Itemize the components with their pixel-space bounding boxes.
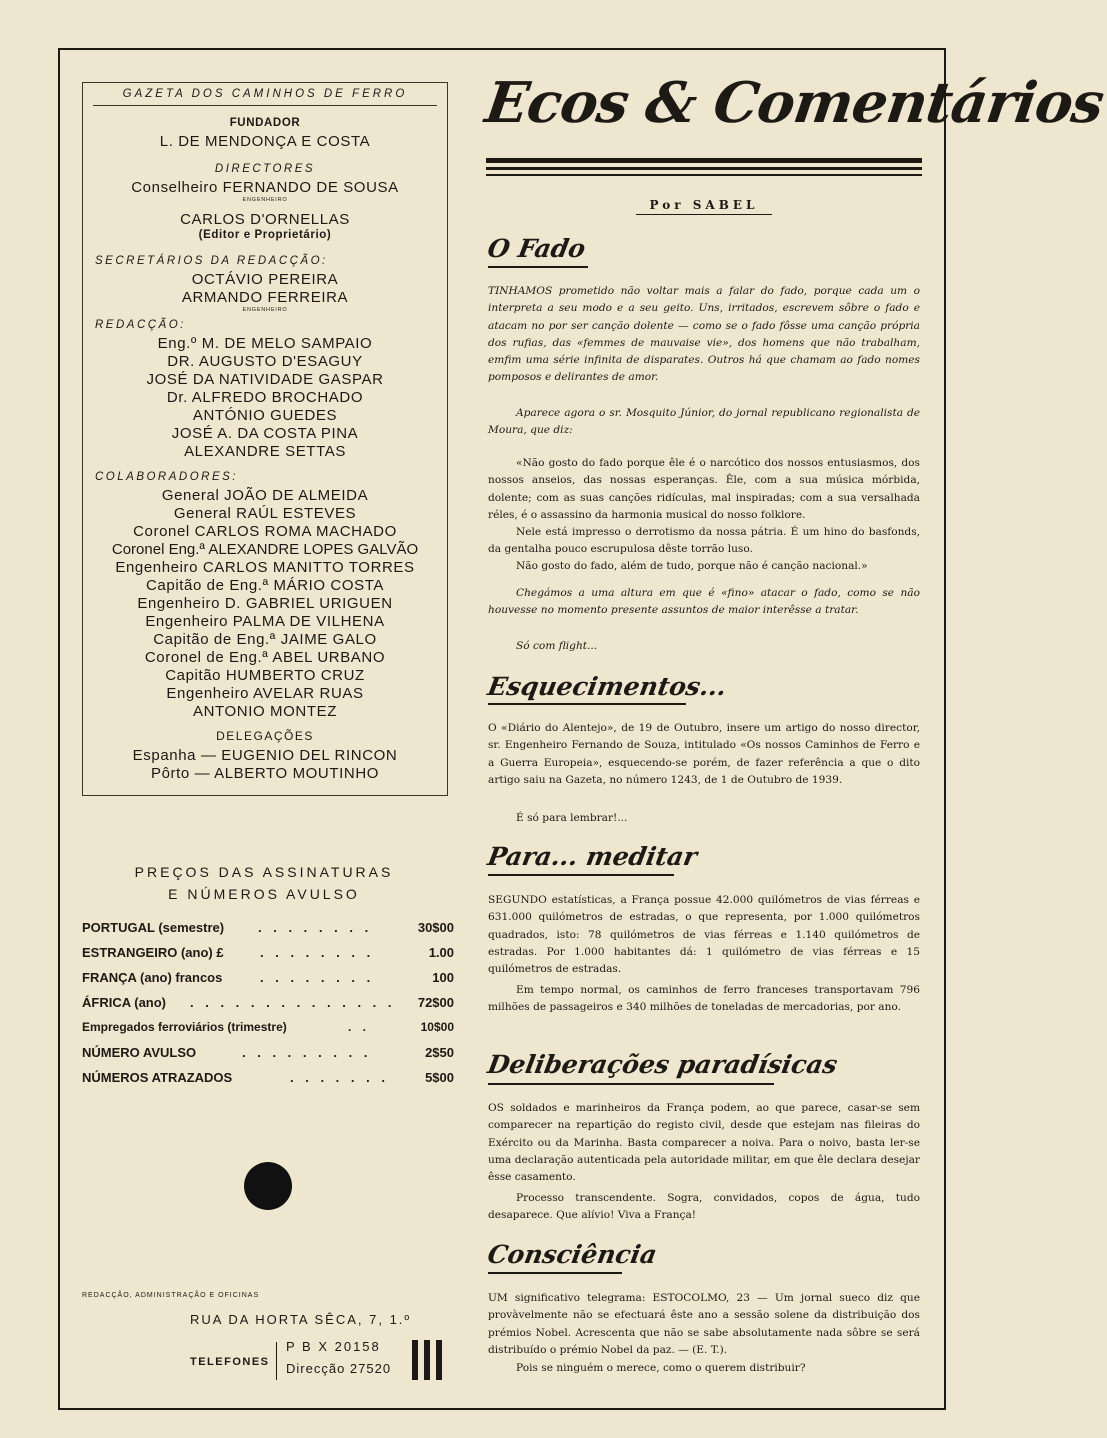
colaborador: General RAÚL ESTEVES <box>173 505 357 522</box>
price-label: ESTRANGEIRO (ano) £ <box>82 945 224 960</box>
director-1: Conselheiro FERNANDO DE SOUSA <box>131 179 399 196</box>
price-row <box>82 970 454 990</box>
colaborador: Capitão de Eng.ª MÁRIO COSTA <box>146 577 384 594</box>
secretario-2-sub: ENGENHEIRO <box>242 307 288 313</box>
paragraph: Só com flight... <box>516 640 598 652</box>
leader-dots: . . . . . . . . . <box>242 1045 372 1060</box>
section-underline <box>488 1083 774 1085</box>
paragraph: Processo transcendente. Sogra, convidados, copos de água, tudo desaparece. Que alívio! Viva a França! <box>488 1192 920 1222</box>
redaccao-member: ALEXANDRE SETTAS <box>184 443 346 460</box>
section-underline <box>488 266 588 268</box>
byline: Por SABEL <box>649 198 759 212</box>
redaccao-member: Eng.º M. DE MELO SAMPAIO <box>157 335 373 352</box>
director-2: CARLOS D'ORNELLAS <box>180 211 350 228</box>
colaborador: General JOÃO DE ALMEIDA <box>161 487 369 504</box>
masthead-title: GAZETA DOS CAMINHOS DE FERRO <box>122 88 408 100</box>
leader-dots: . . . . . . . . <box>260 970 375 985</box>
colaborador: Capitão de Eng.ª JAIME GALO <box>153 631 377 648</box>
paragraph: TINHAMOS prometido não voltar mais a falar do fado, porque cada um o interpreta a seu modo e a seu geito. Uns, irritados, escrevem sôbre o fado e atacam no por ser canção dolente — como se o fado fôsse uma canção própria dos rufias, das «femmes de mauvaise vie», dos homens que não trabalham, emfim uma série infinita de disparates. Outros há que chamam ao fado nomes pomposos e delirantes de amor. <box>488 285 920 384</box>
directores-heading: DIRECTORES <box>214 163 316 175</box>
leader-dots: . . . . . . . . <box>258 920 373 935</box>
paragraph: «Não gosto do fado porque êle é o narcótico dos nossos entusiasmos, dos nossos anseios, das nossas esperanças. Êle, com a sua música mórbida, dolente; com as suas canções ridículas, mal inspiradas; com a sua versalhada réles, é o assassino da harmonia musical do nosso folklore. <box>488 457 920 521</box>
price-label: PORTUGAL (semestre) <box>82 920 225 935</box>
redaccao-member: JOSÉ DA NATIVIDADE GASPAR <box>146 371 384 388</box>
phone-brace <box>276 1342 279 1380</box>
price-row <box>82 945 454 965</box>
leader-dots: . . . . . . . . <box>260 945 375 960</box>
secretario-1: OCTÁVIO PEREIRA <box>191 271 339 288</box>
colaborador: ANTONIO MONTEZ <box>193 703 337 720</box>
redaccao-label: REDACÇÃO, ADMINISTRAÇÃO E OFICINAS <box>82 1292 260 1299</box>
section-heading: Consciência <box>485 1240 660 1269</box>
price-row <box>82 1045 454 1065</box>
phone-direccao: Direcção 27520 <box>286 1361 392 1376</box>
price-row <box>82 1070 454 1090</box>
paragraph: Pois se ninguém o merece, como o querem distribuir? <box>516 1362 806 1374</box>
paragraph: Nele está impresso o derrotismo da nossa pátria. É um hino do basfonds, da gentalha pouco escrupulosa dêste torrão luso. <box>488 526 920 556</box>
price-value: 30$00 <box>417 920 454 935</box>
section-underline <box>488 703 686 705</box>
delegacao-2: Pôrto — ALBERTO MOUTINHO <box>150 765 380 782</box>
colaborador: Coronel CARLOS ROMA MACHADO <box>133 523 397 540</box>
redaccao-member: DR. AUGUSTO D'ESAGUY <box>167 353 363 370</box>
redaccao-member: JOSÉ A. DA COSTA PINA <box>171 425 359 442</box>
paragraph: OS soldados e marinheiros da França podem, ao que parece, casar-se sem comparecer na repartição do registo civil, desde que estejam nas fileiras do Exército ou da Marinha. Basta comparecer a noiva. Para o noivo, basta ler-se uma declaração autenticada pela autoridade militar, em que êle declara desejar êsse casamento. <box>488 1102 920 1184</box>
price-value: 5$00 <box>425 1070 454 1085</box>
secretario-2: ARMANDO FERREIRA <box>181 289 349 306</box>
director-1-sub: ENGENHEIRO <box>242 197 288 203</box>
paragraph: Aparece agora o sr. Mosquito Júnior, do jornal republicano regionalista de Moura, que diz: <box>488 407 920 437</box>
delegacao-1: Espanha — EUGENIO DEL RINCON <box>132 747 398 764</box>
main-title: Ecos & Comentários <box>481 70 1107 136</box>
ink-blot <box>244 1162 292 1210</box>
price-label: FRANÇA (ano) francos <box>82 970 223 985</box>
price-label: NÚMERO AVULSO <box>82 1045 197 1060</box>
paragraph: SEGUNDO estatísticas, a França possue 42.000 quilómetros de vias férreas e 631.000 quilómetros de estradas, o que representa, por 1.000 quilómetros quadrados, isto: 78 quilómetros de vias férreas e 1.140 quilómetros de estradas. Por 1.000 habitantes dá: 1 quilómetro de vias férreas e 15 quilómetros de estradas. <box>488 894 920 976</box>
colaborador: Coronel Eng.ª ALEXANDRE LOPES GALVÃO <box>111 541 419 558</box>
leader-dots: . . . . . . . <box>290 1070 389 1085</box>
price-row <box>82 995 454 1015</box>
section-heading: Deliberações paradísicas <box>485 1050 840 1079</box>
secretarios-heading: SECRETÁRIOS DA REDACÇÃO: <box>95 255 328 267</box>
delegacoes-heading: DELEGAÇÕES <box>216 729 314 743</box>
fundador-heading: FUNDADOR <box>229 117 301 129</box>
price-row <box>82 920 454 940</box>
colaborador: Capitão HUMBERTO CRUZ <box>165 667 365 684</box>
phone-pbx: P B X 20158 <box>286 1339 381 1354</box>
masthead-title-rule <box>93 105 437 106</box>
fundador-name: L. DE MENDONÇA E COSTA <box>159 133 371 150</box>
colaborador: Engenheiro D. GABRIEL URIGUEN <box>137 595 393 612</box>
colaborador: Engenheiro AVELAR RUAS <box>166 685 364 702</box>
section-underline <box>488 1272 622 1274</box>
section-heading: Para... meditar <box>485 842 700 871</box>
paragraph: É só para lembrar!... <box>516 812 628 824</box>
paragraph: Em tempo normal, os caminhos de ferro franceses transportavam 796 milhões de passageiros e 340 milhões de toneladas de mercadorias, por ano. <box>488 984 920 1014</box>
section-underline <box>488 874 674 876</box>
masthead-box <box>82 82 448 796</box>
byline-rule <box>636 214 772 215</box>
colaborador: Engenheiro PALMA DE VILHENA <box>145 613 385 630</box>
section-heading: O Fado <box>485 234 588 263</box>
title-bar <box>486 174 922 176</box>
leader-dots: . . . . . . . . . . . . . . <box>190 995 396 1010</box>
price-value: 100 <box>432 970 454 985</box>
price-label: Empregados ferroviários (trimestre) <box>82 1020 287 1034</box>
prices-title-1: PREÇOS DAS ASSINATURAS <box>134 864 394 880</box>
redaccao-heading: REDACÇÃO: <box>95 319 186 331</box>
railway-logo-icon <box>412 1340 448 1380</box>
address: RUA DA HORTA SÊCA, 7, 1.º <box>190 1312 412 1327</box>
redaccao-member: Dr. ALFREDO BROCHADO <box>166 389 364 406</box>
price-label: NÚMEROS ATRAZADOS <box>82 1070 233 1085</box>
price-value: 10$00 <box>420 1020 454 1034</box>
colaborador: Coronel de Eng.ª ABEL URBANO <box>144 649 386 666</box>
paragraph: O «Diário do Alentejo», de 19 de Outubro, insere um artigo do nosso director, sr. Engenheiro Fernando de Souza, intitulado «Os nossos Caminhos de Ferro e a Guerra Europeia», esquecendo-se porém, de fazer referência a que o dito artigo saiu na Gazeta, no número 1243, de 1 de Outubro de 1939. <box>488 722 920 786</box>
title-bar <box>486 158 922 163</box>
colaboradores-heading: COLABORADORES: <box>95 471 238 483</box>
section-heading: Esquecimentos... <box>485 672 729 701</box>
paragraph: Não gosto do fado, além de tudo, porque não é canção nacional.» <box>516 560 868 572</box>
redaccao-member: ANTÓNIO GUEDES <box>192 407 338 424</box>
price-label: ÁFRICA (ano) <box>82 995 167 1010</box>
price-row <box>82 1020 454 1040</box>
paragraph: UM significativo telegrama: ESTOCOLMO, 23 — Um jornal sueco diz que provàvelmente não se efectuará êste ano a sessão solene da distribuição dos prémios Nobel. Acrescenta que não se sabe absolutamente nada sôbre se será distribuído o prémio Nobel da paz. — (E. T.). <box>488 1292 920 1356</box>
price-value: 2$50 <box>425 1045 454 1060</box>
price-value: 1.00 <box>428 945 454 960</box>
director-2-sub: (Editor e Proprietário) <box>198 229 332 241</box>
paragraph: Chegámos a uma altura em que é «fino» atacar o fado, como se não houvesse no momento presente assuntos de maior interêsse a tratar. <box>488 587 920 617</box>
leader-dots: . . <box>348 1020 371 1034</box>
colaborador: Engenheiro CARLOS MANITTO TORRES <box>115 559 415 576</box>
title-bar <box>486 167 922 170</box>
prices-title-2: E NÚMEROS AVULSO <box>168 886 360 902</box>
price-value: 72$00 <box>417 995 454 1010</box>
telefones-label: TELEFONES <box>190 1356 270 1368</box>
